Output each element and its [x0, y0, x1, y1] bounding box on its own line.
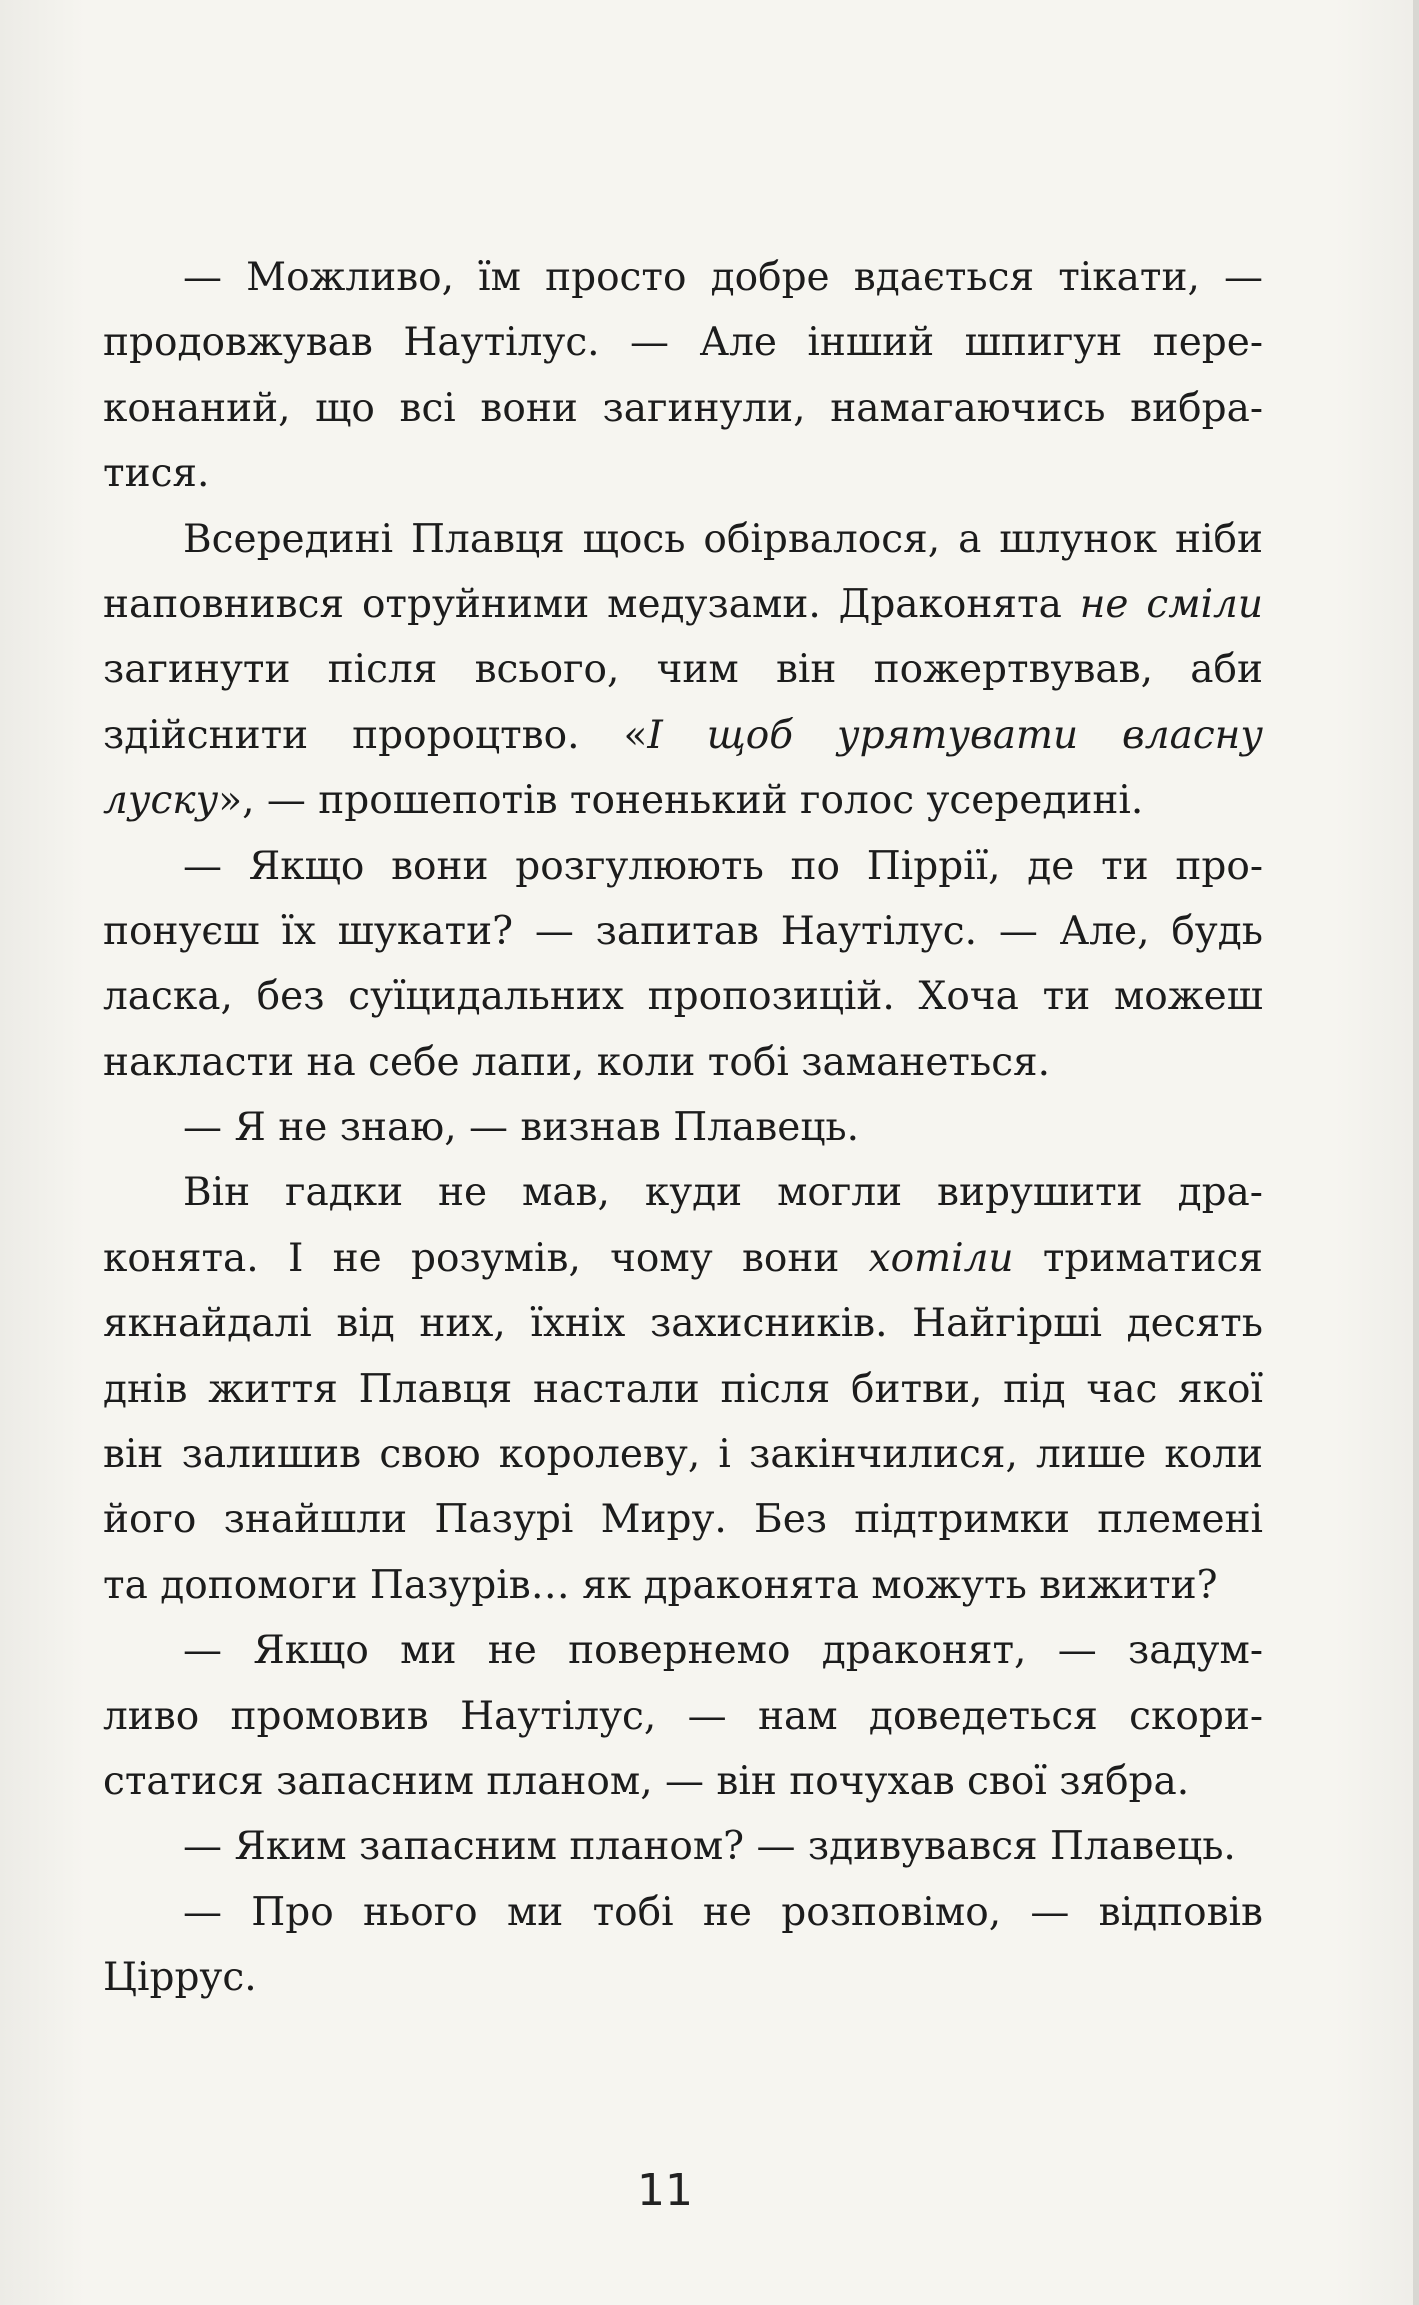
text-segment: ливо промовив Наутілус, — нам доведеться скори- — [103, 1693, 1263, 1739]
text-segment: ласка, без суїцидальних пропозицій. Хоча ти можеш — [103, 974, 1263, 1020]
text-line — [103, 1030, 1263, 1095]
text-line — [103, 1226, 1263, 1291]
italic-text: хотіли — [868, 1235, 1014, 1281]
text-line — [103, 376, 1263, 441]
text-segment: — Яким запасним планом? — здивувався Плавець. — [183, 1824, 1236, 1870]
text-line — [103, 1618, 1263, 1683]
italic-text: І щоб урятувати власну — [647, 712, 1263, 758]
text-segment: — Можливо, їм просто добре вдається тікати, — — [183, 255, 1263, 300]
text-line — [103, 441, 1263, 506]
text-segment: Ціррус. — [103, 1955, 257, 2001]
text-line — [103, 1422, 1263, 1487]
text-segment: конята. І не розумів, чому вони — [103, 1235, 869, 1281]
text-line — [103, 1945, 1263, 2010]
text-line — [103, 834, 1263, 899]
text-segment: понуєш їх шукати? — запитав Наутілус. — Але, будь — [103, 908, 1263, 954]
text-segment: — Якщо вони розгулюють по Піррії, де ти про- — [183, 843, 1263, 889]
text-segment: — Я не знаю, — визнав Плавець. — [183, 1105, 860, 1151]
page-edge — [1413, 0, 1419, 2305]
text-segment: продовжував Наутілус. — Але інший шпигун пере- — [103, 320, 1263, 366]
text-line — [103, 899, 1263, 964]
text-line — [103, 572, 1263, 637]
text-line — [103, 703, 1263, 768]
text-line — [103, 1814, 1263, 1879]
text-segment: загинути після всього, чим він пожертвував, аби — [103, 647, 1263, 693]
text-segment: він залишив свою королеву, і закінчилися, лише коли — [103, 1432, 1263, 1478]
text-line — [103, 1749, 1263, 1814]
text-line — [103, 1684, 1263, 1749]
text-segment: », — прошепотів тоненький голос усередині. — [218, 778, 1144, 824]
text-segment: накласти на себе лапи, коли тобі заманеться. — [103, 1039, 1051, 1085]
text-segment: Він гадки не мав, куди могли вирушити дра- — [183, 1170, 1263, 1216]
text-segment: триматися — [1013, 1235, 1263, 1281]
text-line — [103, 245, 1263, 310]
body-text — [103, 245, 1263, 2011]
text-line — [103, 1160, 1263, 1225]
text-line — [103, 507, 1263, 572]
text-line — [103, 1880, 1263, 1945]
text-segment: тися. — [103, 451, 210, 497]
text-segment: якнайдалі від них, їхніх захисників. Найгірші десять — [103, 1301, 1263, 1347]
text-line — [103, 1553, 1263, 1618]
text-line — [103, 1291, 1263, 1356]
text-line — [103, 964, 1263, 1029]
page-number: 11 — [637, 2165, 693, 2216]
text-segment: днів життя Плавця настали після битви, під час якої — [103, 1366, 1263, 1412]
text-line — [103, 310, 1263, 375]
text-line — [103, 637, 1263, 702]
text-segment: — Якщо ми не повернемо драконят, — задум- — [183, 1628, 1263, 1674]
text-line — [103, 1357, 1263, 1422]
text-segment: здійснити пророцтво. « — [103, 712, 648, 758]
text-segment: його знайшли Пазурі Миру. Без підтримки племені — [103, 1497, 1263, 1543]
text-segment: — Про нього ми тобі не розповімо, — відповів — [183, 1889, 1263, 1935]
text-segment: статися запасним планом, — він почухав свої зябра. — [103, 1758, 1190, 1804]
text-line — [103, 1095, 1263, 1160]
text-line — [103, 1487, 1263, 1552]
italic-text: луску — [103, 778, 219, 824]
text-line — [103, 768, 1263, 833]
text-segment: Всередині Плавця щось обірвалося, а шлунок ніби — [183, 516, 1263, 562]
text-segment: конаний, що всі вони загинули, намагаючись вибра- — [103, 385, 1263, 431]
italic-text: не сміли — [1079, 581, 1263, 627]
text-segment: та допомоги Пазурів… як драконята можуть вижити? — [103, 1562, 1218, 1608]
text-segment: наповнився отруйними медузами. Драконята — [103, 581, 1080, 627]
